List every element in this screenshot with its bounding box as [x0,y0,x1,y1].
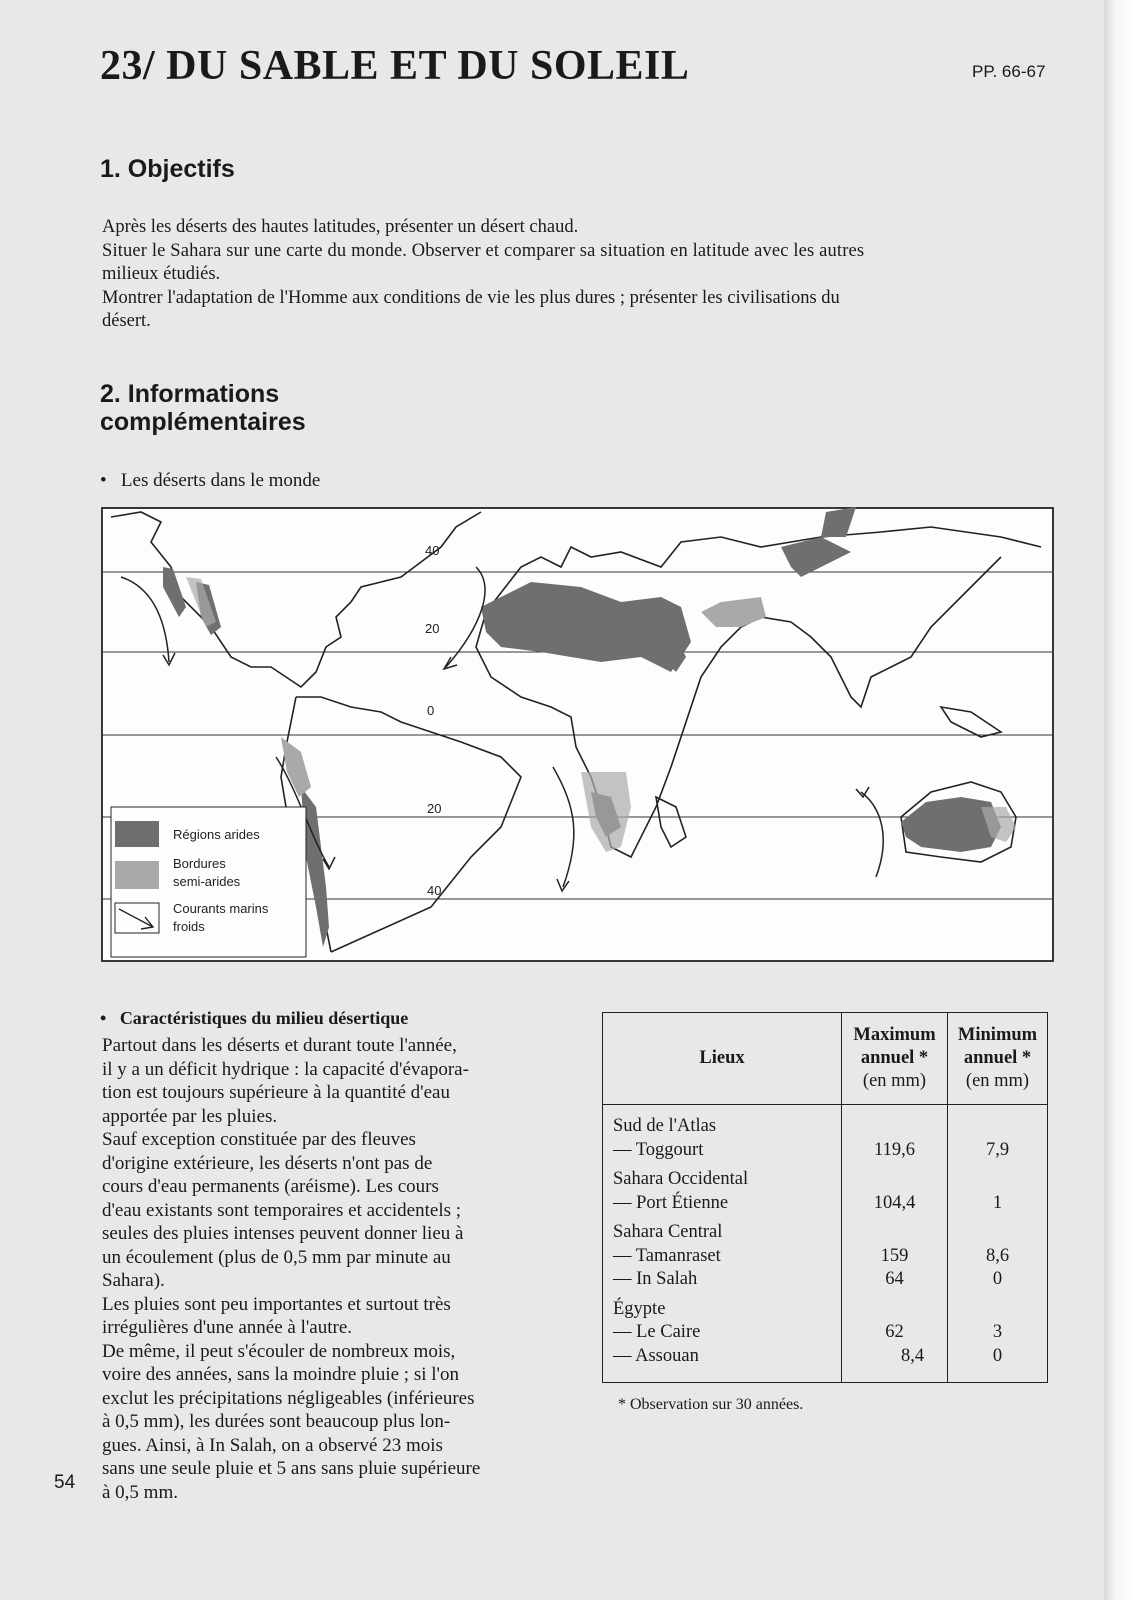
table-cell [948,1298,1047,1322]
latitude-label: 40 [427,883,442,898]
body-line: d'eau existants sont temporaires et accidentels ; [102,1199,462,1221]
table-cell: Sahara Central [613,1222,723,1242]
table-cell: — Assouan [613,1345,699,1366]
table-cell: 62 [885,1322,904,1342]
legend-swatch-semi-arid [115,861,159,889]
table-cell: 119,6 [874,1139,915,1160]
header-line: (en mm) [965,1071,1030,1091]
header-line: annuel * [860,1048,929,1068]
table-cell [948,1221,1047,1245]
body-line: seules des pluies intenses peuvent donner lieu à [102,1223,464,1244]
heading-objectifs: 1. Objectifs [100,155,235,183]
bullet-label: Caractéristiques du milieu désertique [119,1008,409,1028]
page-number: 54 [54,1472,76,1493]
world-deserts-map [101,507,1054,962]
table-cell: 64 [885,1269,904,1289]
body-line: Les pluies sont peu importantes et surtout très [102,1293,451,1315]
table-cell: 159 [880,1245,909,1266]
body-line: il y a un déficit hydrique : la capacité d'évapora- [102,1058,469,1080]
table-cell: 3 [992,1322,1003,1342]
objectifs-text [102,216,1042,334]
table-cell [842,1298,947,1322]
legend-label-semi-arid: Bordures [173,856,226,871]
table-cell [842,1115,947,1139]
page-reference: PP. 66-67 [972,62,1046,81]
legend-label-semi-arid: semi-arides [173,874,241,889]
latitude-label: 0 [427,703,435,718]
table-cell: Égypte [613,1298,666,1319]
body-line: gues. Ainsi, à In Salah, on a observé 23 mois [102,1434,443,1456]
objectifs-line: milieux étudiés. [102,264,221,284]
latitude-label: 40 [425,543,440,558]
bullet-icon: • [100,470,107,491]
table-cell: 0 [992,1345,1003,1366]
table-header-maximum [842,1013,948,1105]
legend-label-arid: Régions arides [173,827,260,842]
table-cell: 0 [992,1269,1003,1289]
body-line: d'origine extérieure, les déserts n'ont pas de [102,1152,433,1174]
body-line: Sahara). [102,1270,165,1291]
table-cell: 104,4 [873,1192,916,1213]
body-line: tion est toujours supérieure à la quantité d'eau [102,1082,450,1103]
body-line: De même, il peut s'écouler de nombreux mois, [102,1340,456,1362]
table-cell: 7,9 [985,1139,1010,1160]
legend-swatch-arid [115,821,159,847]
header-line: Minimum [957,1025,1038,1045]
latitude-label: 20 [427,801,442,816]
objectifs-line: Situer le Sahara sur une carte du monde. Observer et comparer sa situation en latitude avec les autres [102,240,865,261]
body-line: apportée par les pluies. [102,1105,278,1127]
table-cell: — In Salah [613,1269,698,1289]
table-cell: 1 [992,1192,1003,1213]
table-col-places [603,1105,842,1383]
heading-line: complémentaires [100,408,306,436]
header-line: annuel * [963,1048,1032,1068]
objectifs-line: Montrer l'adaptation de l'Homme aux conditions de vie les plus dures ; présenter les civilisations du [102,287,840,308]
table-cell: 8,6 [985,1245,1010,1266]
table-cell: — Port Étienne [613,1192,729,1213]
heading-line: 2. Informations [100,380,280,408]
body-line: exclut les précipitations négligeables (inférieures [102,1387,475,1409]
header-line: Maximum [853,1025,936,1045]
table-cell [842,1168,947,1192]
heading-informations [100,380,306,436]
table-cell: — Le Caire [613,1322,701,1342]
table-cell [948,1168,1047,1192]
objectifs-line: Après les déserts des hautes latitudes, présenter un désert chaud. [102,217,579,237]
bullet-icon: • [100,1008,107,1028]
table-body [603,1105,1048,1383]
header-line: (en mm) [862,1071,927,1091]
table-col-max [842,1105,948,1383]
map-legend [111,807,306,957]
table-header-minimum [948,1013,1048,1105]
body-line: irrégulières d'une année à l'autre. [102,1317,353,1338]
bullet-label: Les déserts dans le monde [120,470,321,491]
table-cell: — Toggourt [613,1139,704,1160]
legend-label-currents: froids [173,919,205,934]
table-footnote: * Observation sur 30 années. [618,1396,804,1413]
body-line: Sauf exception constituée par des fleuves [102,1129,416,1150]
legend-label-currents: Courants marins [173,901,269,916]
objectifs-line: désert. [102,311,151,331]
table-cell: Sahara Occidental [613,1169,749,1189]
latitude-label: 20 [425,621,440,636]
body-line: voire des années, sans la moindre pluie ; si l'on [102,1364,459,1385]
bullet-deserts-monde [100,470,320,492]
bullet-caracteristiques [100,1008,408,1029]
table-cell: — Tamanraset [613,1245,721,1266]
body-line: cours d'eau permanents (aréisme). Les cours [102,1176,439,1197]
body-line: à 0,5 mm), les durées sont beaucoup plus lon- [102,1411,451,1432]
table-header-lieux: Lieux [603,1013,842,1105]
table-header-row [603,1013,1048,1105]
table-cell: 8,4 [900,1345,925,1366]
table-cell [948,1115,1047,1139]
table-col-min [948,1105,1048,1383]
body-line: sans une seule pluie et 5 ans sans pluie supérieure [102,1458,481,1479]
caracteristiques-text [102,1034,554,1504]
page-title: 23/ DU SABLE ET DU SOLEIL [100,43,690,89]
table-cell: Sud de l'Atlas [613,1116,717,1136]
table-cell [842,1221,947,1245]
rainfall-table [602,1012,1048,1383]
body-line: à 0,5 mm. [102,1481,178,1503]
body-line: Partout dans les déserts et durant toute l'année, [102,1035,457,1056]
page-edge [1104,0,1134,1600]
body-line: un écoulement (plus de 0,5 mm par minute au [102,1246,451,1268]
